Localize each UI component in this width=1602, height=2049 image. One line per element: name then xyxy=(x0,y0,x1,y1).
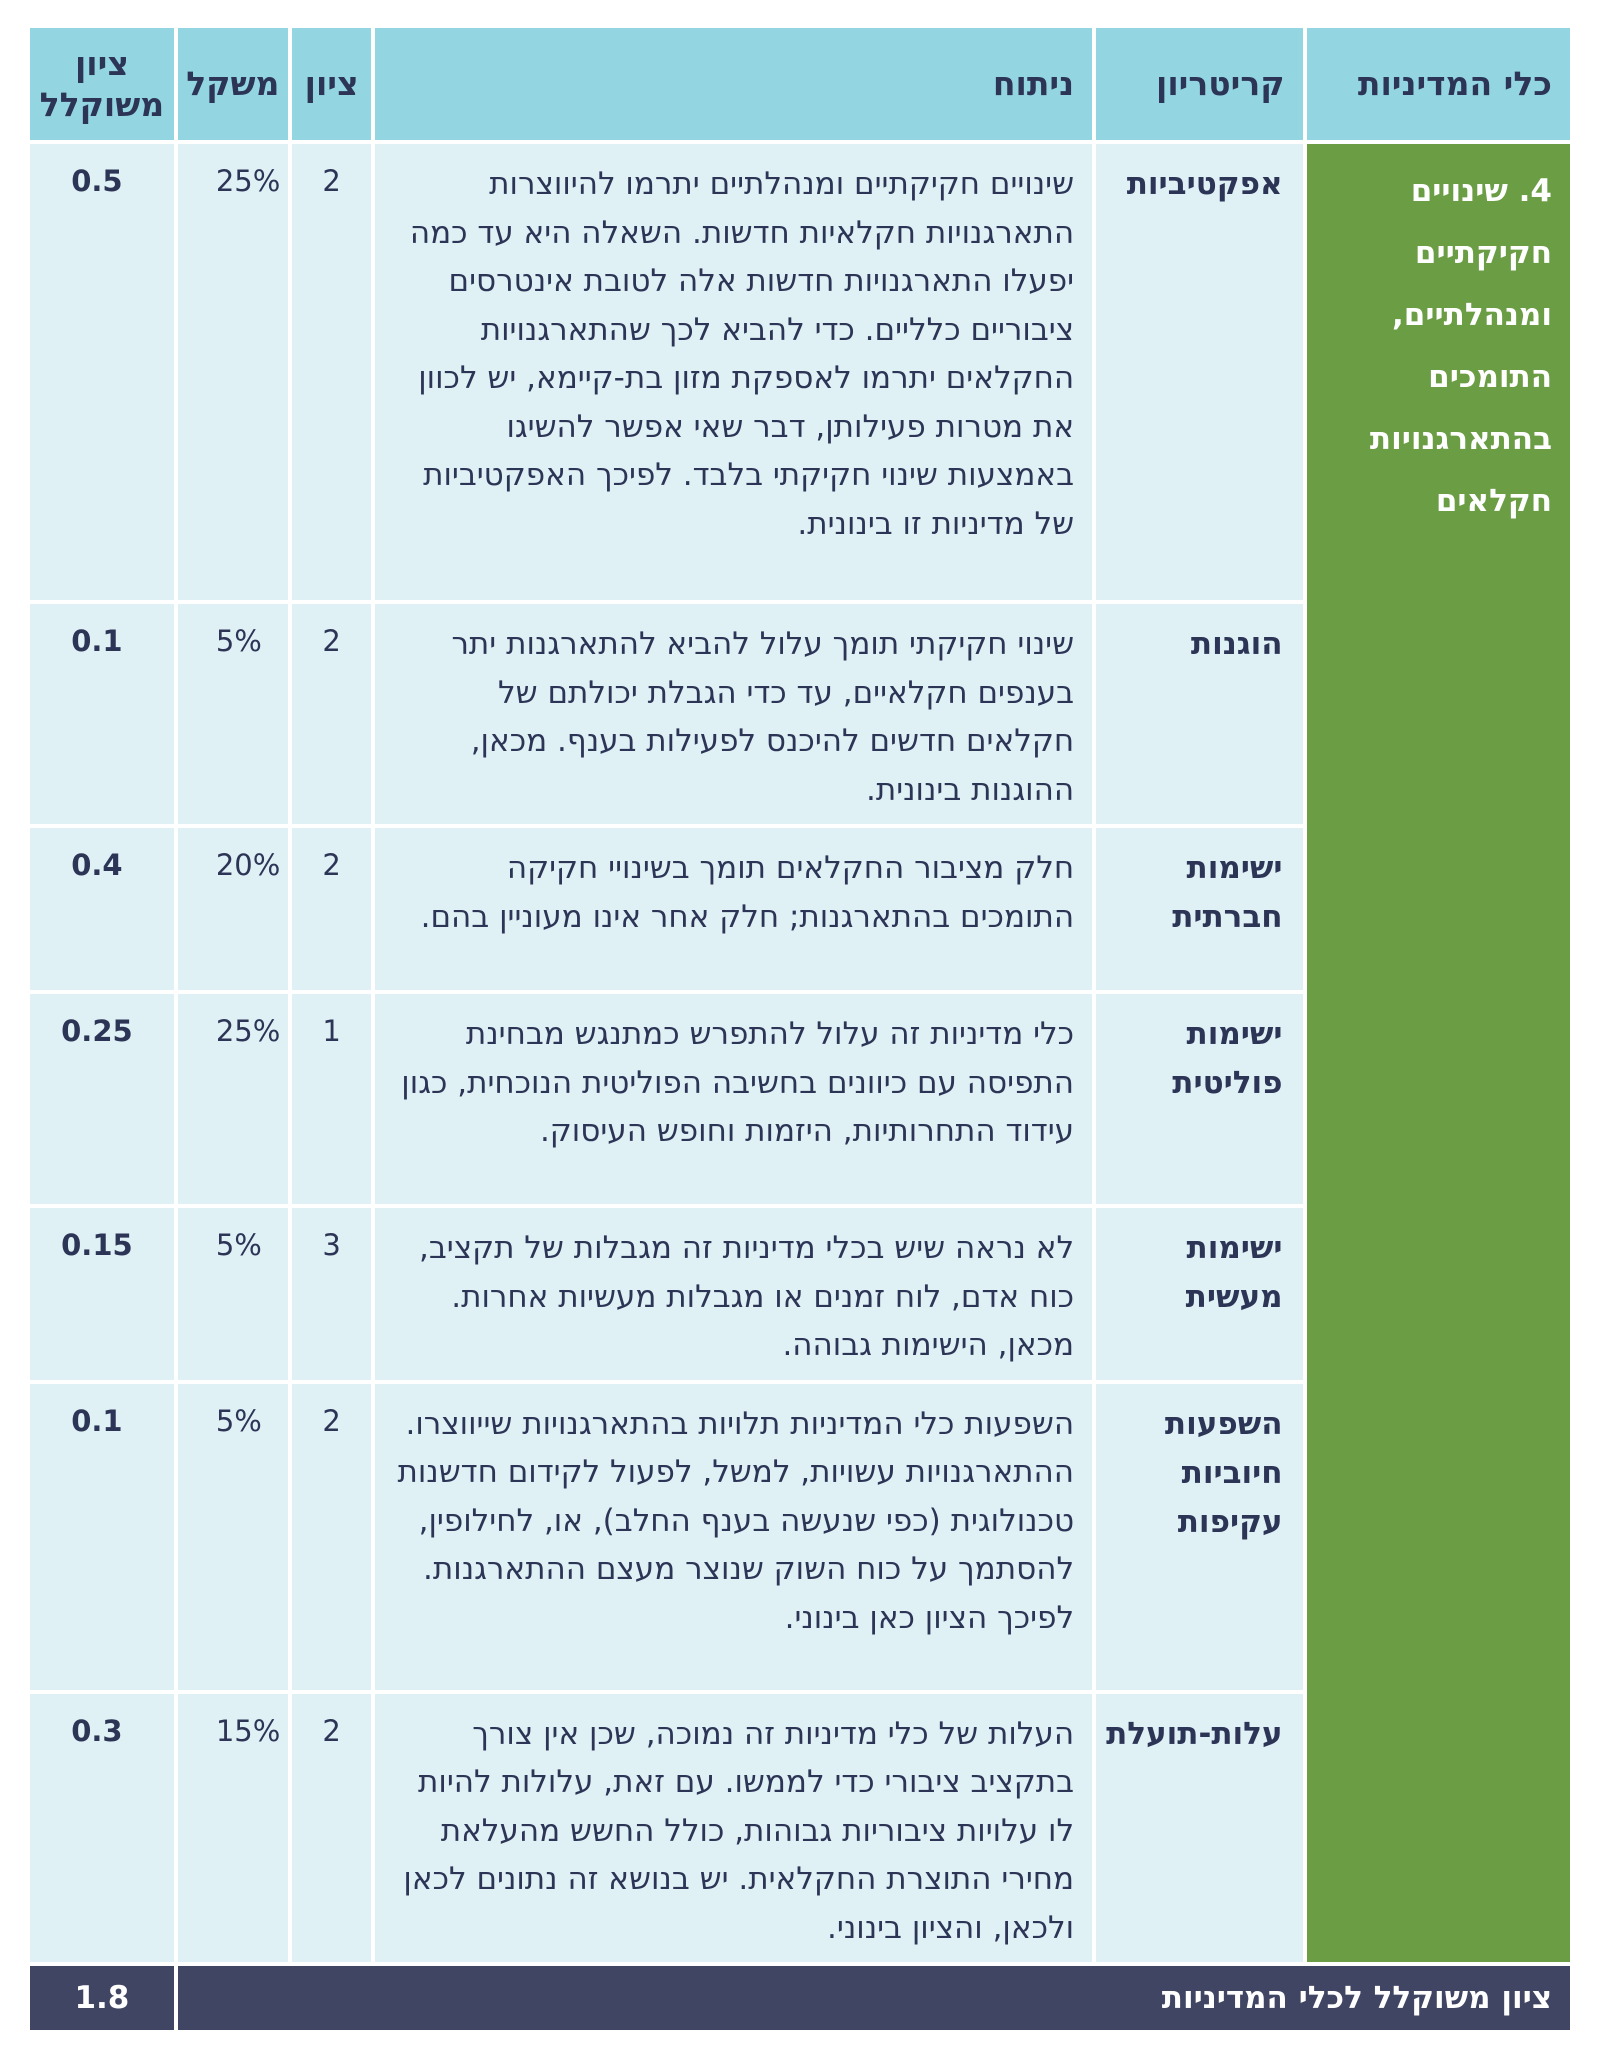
footer-row xyxy=(30,1966,1570,2030)
analysis-cell: שינויים חקיקתיים ומנהלתיים יתרמו להיווצרות התארגנויות חקלאיות חדשות. השאלה היא עד כמה יפעלו התארגנויות חדשות אלה לטובת אינטרסים ציבוריים כלליים. כדי להביא לכך שהתארגנויות החקלאים יתרמו לאספקת מזון בת-קיימא, יש לכוון את מטרות פעילותן, דבר שאי אפשר להשיגו באמצעות שינוי חקיקתי בלבד. לפיכך האפקטיביות של מדיניות זו בינונית. xyxy=(375,144,1092,600)
analysis-cell: חלק מציבור החקלאים תומך בשינויי חקיקה התומכים בהתארגנות; חלק אחר אינו מעוניין בהם. xyxy=(375,828,1092,990)
policy-tool-name: 4. שינויים חקיקתיים ומנהלתיים, התומכים בהתארגנויות חקלאים xyxy=(1307,144,1570,1962)
score-cell: 1 xyxy=(292,994,372,1204)
footer-total-score: 1.8 xyxy=(30,1966,174,2030)
weighted-score-cell: 0.15 xyxy=(30,1208,174,1380)
weight-cell: 20% xyxy=(178,828,288,990)
weight-cell: 5% xyxy=(178,1384,288,1690)
table-row xyxy=(30,144,1570,600)
analysis-cell: לא נראה שיש בכלי מדיניות זה מגבלות של תקציב, כוח אדם, לוח זמנים או מגבלות מעשיות אחרות. מכאן, הישימות גבוהה. xyxy=(375,1208,1092,1380)
criterion-cell: הוגנות xyxy=(1096,604,1302,824)
header-row xyxy=(30,28,1570,140)
score-cell: 2 xyxy=(292,144,372,600)
analysis-cell: העלות של כלי מדיניות זה נמוכה, שכן אין צורך בתקציב ציבורי כדי לממשו. עם זאת, עלולות להיות לו עלויות ציבוריות גבוהות, כולל החשש מהעלאת מחירי התוצרת החקלאית. יש בנושא זה נתונים לכאן ולכאן, והציון בינוני. xyxy=(375,1694,1092,1963)
criterion-cell: ישימות פוליטית xyxy=(1096,994,1302,1204)
policy-evaluation-table-wrapper xyxy=(30,24,1570,2034)
policy-evaluation-table xyxy=(26,24,1574,2034)
score-cell: 2 xyxy=(292,1384,372,1690)
footer-label: ציון משוקלל לכלי המדיניות xyxy=(178,1966,1570,2030)
criterion-cell: ישימות חברתית xyxy=(1096,828,1302,990)
weighted-score-cell: 0.25 xyxy=(30,994,174,1204)
header-criterion: קריטריון xyxy=(1096,28,1302,140)
weighted-score-cell: 0.3 xyxy=(30,1694,174,1963)
analysis-cell: שינוי חקיקתי תומך עלול להביא להתארגנות יתר בענפים חקלאיים, עד כדי הגבלת יכולתם של חקלאים חדשים להיכנס לפעילות בענף. מכאן, ההוגנות בינונית. xyxy=(375,604,1092,824)
criterion-cell: ישימות מעשית xyxy=(1096,1208,1302,1380)
header-analysis: ניתוח xyxy=(375,28,1092,140)
weighted-score-cell: 0.1 xyxy=(30,1384,174,1690)
header-tool: כלי המדיניות xyxy=(1307,28,1570,140)
weight-cell: 25% xyxy=(178,994,288,1204)
criterion-cell: עלות-תועלת xyxy=(1096,1694,1302,1963)
criterion-cell: השפעות חיוביות עקיפות xyxy=(1096,1384,1302,1690)
weight-cell: 5% xyxy=(178,1208,288,1380)
score-cell: 2 xyxy=(292,604,372,824)
weighted-score-cell: 0.4 xyxy=(30,828,174,990)
score-cell: 2 xyxy=(292,828,372,990)
criterion-cell: אפקטיביות xyxy=(1096,144,1302,600)
weight-cell: 25% xyxy=(178,144,288,600)
analysis-cell: כלי מדיניות זה עלול להתפרש כמתנגש מבחינת התפיסה עם כיוונים בחשיבה הפוליטית הנוכחית, כגון עידוד התחרותיות, היזמות וחופש העיסוק. xyxy=(375,994,1092,1204)
weight-cell: 15% xyxy=(178,1694,288,1963)
analysis-cell: השפעות כלי המדיניות תלויות בהתארגנויות שייווצרו. ההתארגנויות עשויות, למשל, לפעול לקידום חדשנות טכנולוגית (כפי שנעשה בענף החלב), או, לחילופין, להסתמך על כוח השוק שנוצר מעצם ההתארגנות. לפיכך הציון כאן בינוני. xyxy=(375,1384,1092,1690)
weighted-score-cell: 0.5 xyxy=(30,144,174,600)
header-weighted-score: ציון משוקלל xyxy=(30,28,174,140)
weighted-score-cell: 0.1 xyxy=(30,604,174,824)
weight-cell: 5% xyxy=(178,604,288,824)
score-cell: 3 xyxy=(292,1208,372,1380)
header-score: ציון xyxy=(292,28,372,140)
score-cell: 2 xyxy=(292,1694,372,1963)
header-weight: משקל xyxy=(178,28,288,140)
